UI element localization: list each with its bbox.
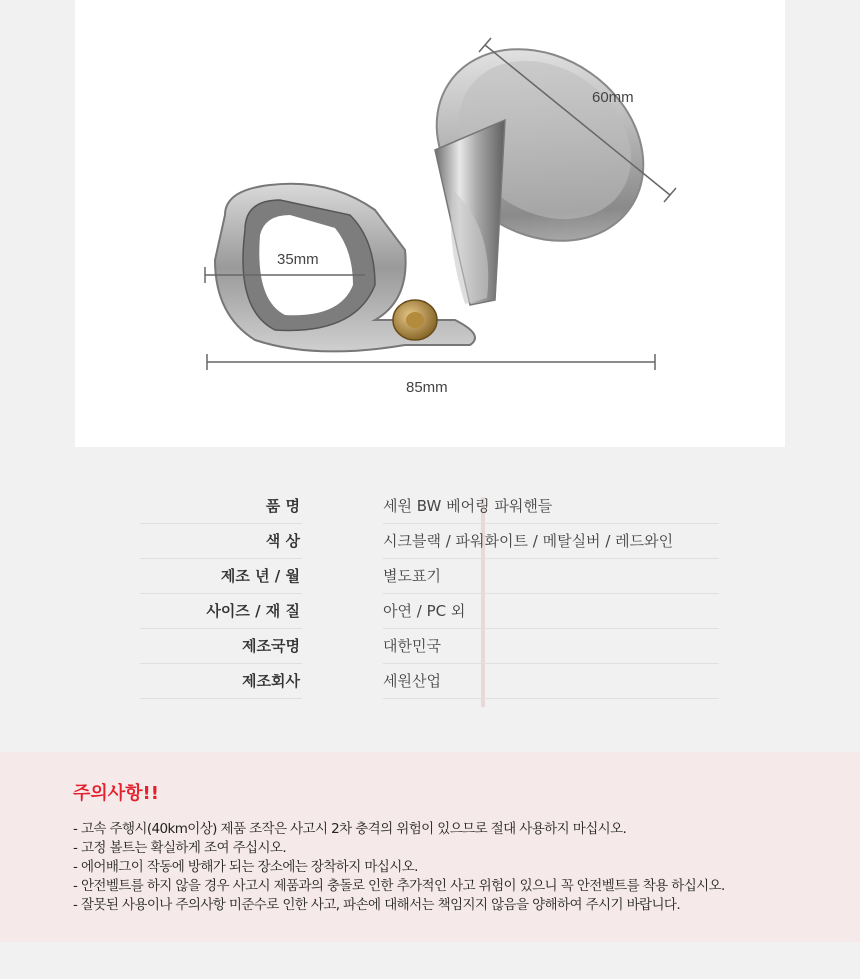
spec-label: 제조국명 [140,629,302,664]
caution-title: 주의사항!! [73,783,159,804]
caution-item: - 고정 볼트는 확실하게 조여 주십시오. [73,840,287,856]
dimension-overall-width: 85mm [406,379,448,396]
spec-value: 대한민국 [383,629,719,664]
spec-row-color [140,524,720,559]
caution-item: - 고속 주행시(40km이상) 제품 조작은 사고시 2차 충격의 위험이 있으므로 절대 사용하지 마십시오. [73,821,627,837]
caution-section [0,752,860,942]
spec-label: 색 상 [140,524,302,559]
spec-row-size-material [140,594,720,629]
caution-item: - 잘못된 사용이나 주의사항 미준수로 인한 사고, 파손에 대해서는 책임지지 않음을 양해하여 주시기 바랍니다. [73,897,681,913]
dimension-clamp-inner: 35mm [277,251,319,268]
spec-label: 제조회사 [140,664,302,699]
spec-table [140,489,720,699]
spec-row-manufacturer [140,664,720,699]
caution-item: - 에어배그이 작동에 방해가 되는 장소에는 장착하지 마십시오. [73,859,418,875]
spec-row-country [140,629,720,664]
spec-row-product-name [140,489,720,524]
spec-row-manufacture-date [140,559,720,594]
spec-value: 세원산업 [383,664,719,699]
spec-value: 별도표기 [383,559,719,594]
spec-value: 세원 BW 베어링 파워핸들 [383,489,719,524]
caution-item: - 안전벨트를 하지 않을 경우 사고시 제품과의 충돌로 인한 추가적인 사고 위험이 있으니 꼭 안전벨트를 착용 하십시오. [73,878,725,894]
product-image-panel [75,0,785,447]
caution-list [73,820,843,915]
spec-label: 품 명 [140,489,302,524]
spec-value: 아연 / PC 외 [383,594,719,629]
dimension-top-width: 60mm [592,89,634,106]
spec-label: 사이즈 / 재 질 [140,594,302,629]
spec-label: 제조 년 / 월 [140,559,302,594]
spec-value: 시크블랙 / 파워화이트 / 메탈실버 / 레드와인 [383,524,719,559]
